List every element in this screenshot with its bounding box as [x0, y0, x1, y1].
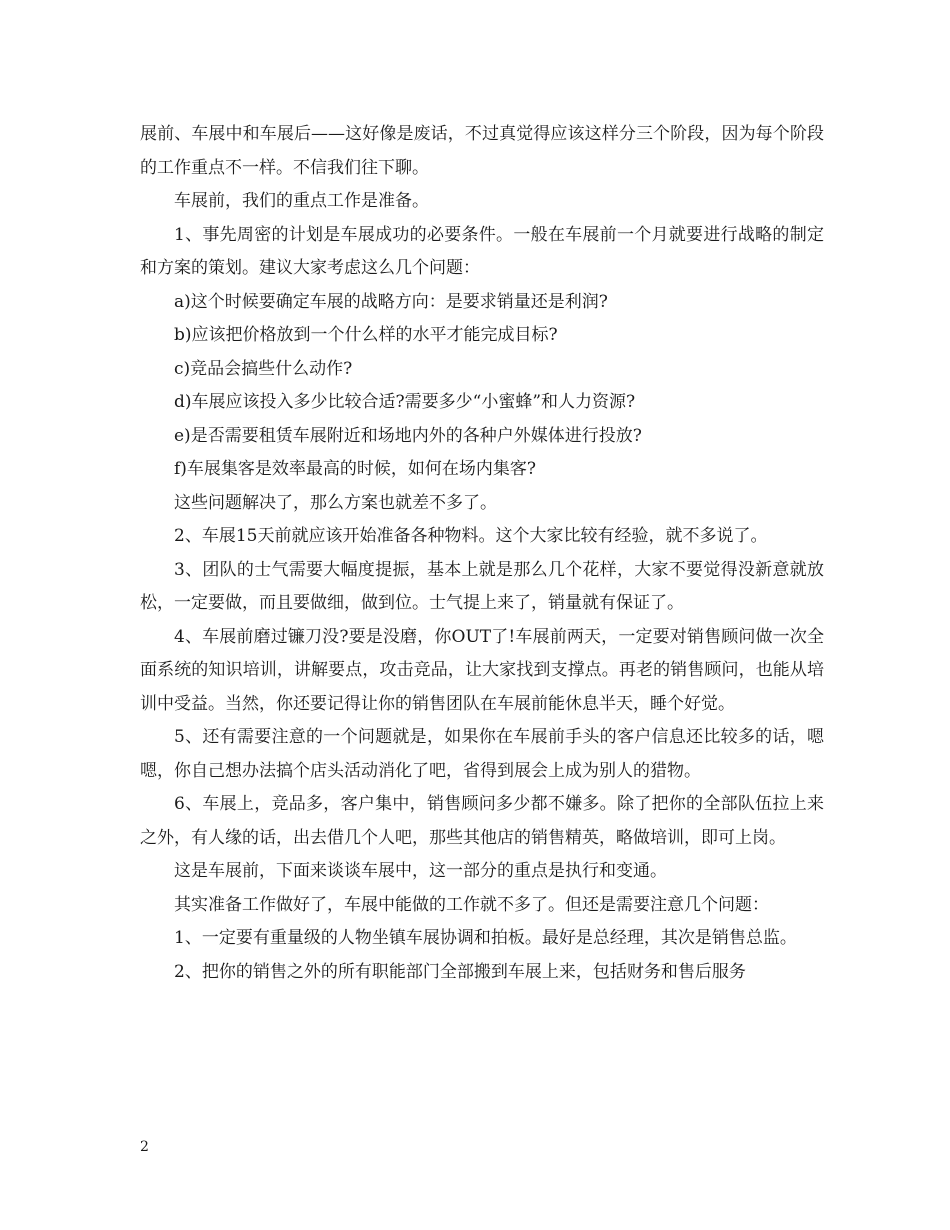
paragraph-16: 其实准备工作做好了，车展中能做的工作就不多了。但还是需要注意几个问题：	[174, 894, 769, 915]
paragraph-10: 2、车展15天前就应该开始准备各种物料。这个大家比较有经验，就不多说了。	[174, 526, 768, 546]
paragraph-4: b)应该把价格放到一个什么样的水平才能完成目标?	[174, 325, 558, 345]
document-body	[140, 118, 824, 989]
paragraph-7: e)是否需要租赁车展附近和场地内外的各种户外媒体进行投放?	[174, 425, 642, 446]
paragraph-15: 这是车展前，下面来谈谈车展中，这一部分的重点是执行和变通。	[174, 861, 667, 881]
paragraph-5: c)竞品会搞些什么动作?	[174, 358, 353, 379]
paragraph-18: 2、把你的销售之外的所有职能部门全部搬到车展上来，包括财务和售后服务	[174, 961, 746, 982]
paragraph-3: a)这个时候要确定车展的战略方向：是要求销量还是利润?	[174, 291, 608, 312]
page-number: 2	[140, 1139, 149, 1155]
paragraph-12: 4、车展前磨过镰刀没?要是没磨，你OUT了!车展前两天，一定要对销售顾问做一次全面系统的知识培训，讲解要点，攻击竞品，让大家找到支撑点。再老的销售顾问，也能从培训中受益。当然，你还要记得让你的销售团队在车展前能休息半天，睡个好觉。	[140, 626, 824, 714]
paragraph-11: 3、团队的士气需要大幅度提振，基本上就是那么几个花样，大家不要觉得没新意就放松，一定要做，而且要做细，做到位。士气提上来了，销量就有保证了。	[140, 559, 824, 613]
paragraph-8: f)车展集客是效率最高的时候，如何在场内集客?	[174, 459, 537, 479]
paragraph-0: 展前、车展中和车展后——这好像是废话，不过真觉得应该这样分三个阶段，因为每个阶段的工作重点不一样。不信我们往下聊。	[140, 124, 824, 178]
paragraph-14: 6、车展上，竞品多，客户集中，销售顾问多少都不嫌多。除了把你的全部队伍拉上来之外，有人缘的话，出去借几个人吧，那些其他店的销售精英，略做培训，即可上岗。	[140, 794, 824, 848]
paragraph-6: d)车展应该投入多少比较合适?需要多少“小蜜蜂”和人力资源?	[174, 392, 636, 412]
paragraph-17: 1、一定要有重量级的人物坐镇车展协调和拍板。最好是总经理，其次是销售总监。	[174, 928, 797, 948]
paragraph-1: 车展前，我们的重点工作是准备。	[174, 191, 429, 211]
paragraph-2: 1、事先周密的计划是车展成功的必要条件。一般在车展前一个月就要进行战略的制定和方案的策划。建议大家考虑这么几个问题：	[140, 224, 824, 278]
paragraph-13: 5、还有需要注意的一个问题就是，如果你在车展前手头的客户信息还比较多的话，嗯嗯，你自己想办法搞个店头活动消化了吧，省得到展会上成为别人的猎物。	[140, 727, 824, 781]
paragraph-9: 这些问题解决了，那么方案也就差不多了。	[174, 492, 497, 513]
